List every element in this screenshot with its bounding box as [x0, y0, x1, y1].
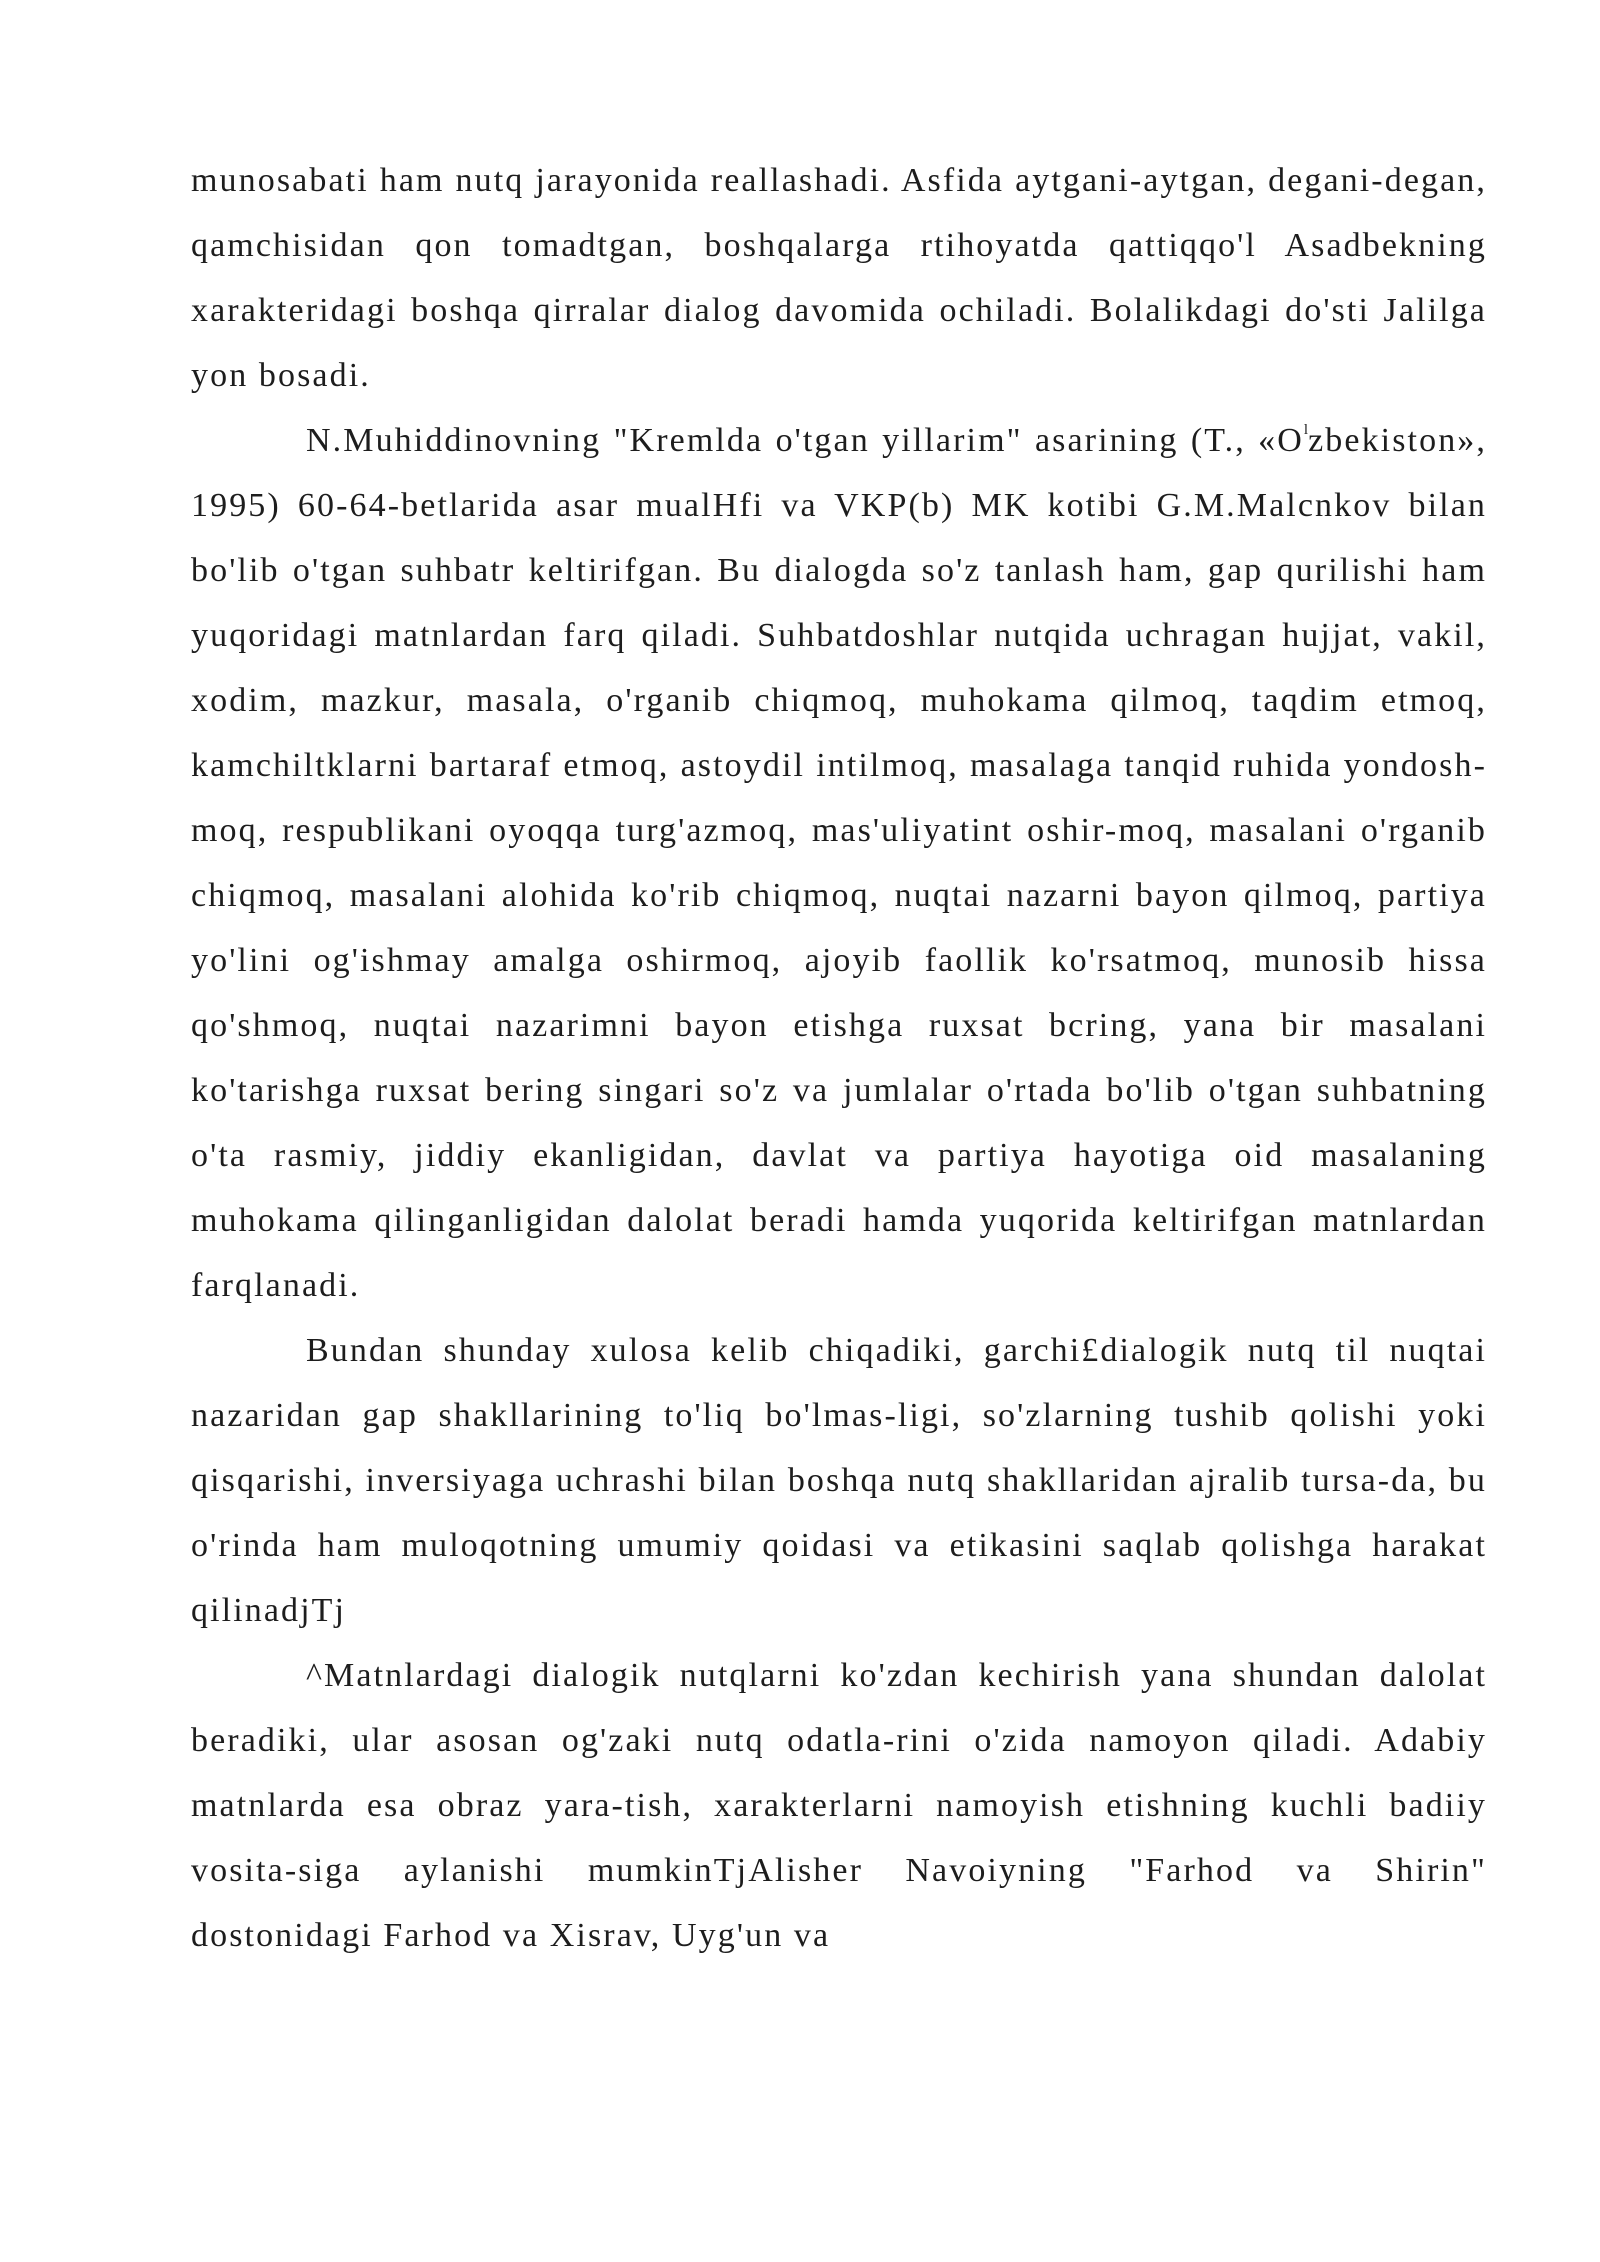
paragraph-2-text-rest: zbekiston», 1995) 60-64-betlarida asar mualHfi va VKP(b) MK kotibi G.M.Malcnkov bilan bo'lib o'tgan suhbatr keltirifgan. Bu dialogda so'z tanlash ham, gap qurilishi ham yuqoridagi matnlardan farq qiladi. Suhbatdoshlar nutqida uchragan hujjat, vakil, xodim, mazkur, masala, o'rganib chiqmoq, muhokama qilmoq, taqdim etmoq, kamchiltklarni bartaraf etmoq, astoydil intilmoq, masalaga tanqid ruhida yondosh-moq, respublikani oyoqqa turg'azmoq, mas'uliyatint oshir-moq, masalani o'rganib chiqmoq, masalani alohida ko'rib chiqmoq, nuqtai nazarni bayon qilmoq, partiya yo'lini og'ishmay amalga oshirmoq, ajoyib faollik ko'rsatmoq, munosib hissa qo'shmoq, nuqtai nazarimni bayon etishga ruxsat bcring, yana bir masalani ko'tarishga ruxsat bering singari so'z va jumlalar o'rtada bo'lib o'tgan suhbatning o'ta rasmiy, jiddiy ekanligidan, davlat va partiya hayotiga oid masalaning muhokama qilinganligidan dalolat beradi hamda yuqorida keltirifgan matnlardan farqlanadi.	[191, 422, 1487, 1304]
superscript-mark: l	[1303, 422, 1309, 438]
document-body	[191, 148, 1487, 1968]
paragraph-1: munosabati ham nutq jarayonida reallashadi. Asfida aytgani-aytgan, degani-degan, qamchisidan qon tomadtgan, boshqalarga rtihoyatda qattiqqo'l Asadbekning xarakteridagi boshqa qirralar dialog davomida ochiladi. Bolalikdagi do'sti Jalilga yon bosadi.	[191, 162, 1487, 394]
paragraph-4: ^Matnlardagi dialogik nutqlarni ko'zdan kechirish yana shundan dalolat beradiki, ular asosan og'zaki nutq odatla-rini o'zida namoyon qiladi. Adabiy matnlarda esa obraz yara-tish, xarakterlarni namoyish etishning kuchli badiiy vosita-siga aylanishi mumkinTjAlisher Navoiyning "Farhod va Shirin" dostonidagi Farhod va Xisrav, Uyg'un va	[191, 1657, 1487, 1954]
paragraph-2-text-start: N.Muhiddinovning "Kremlda o'tgan yillarim" asarining (T., «O	[306, 422, 1304, 459]
paragraph-2	[191, 408, 1487, 1318]
paragraph-3: Bundan shunday xulosa kelib chiqadiki, garchi£dialogik nutq til nuqtai nazaridan gap shakllarining to'liq bo'lmas-ligi, so'zlarning tushib qolishi yoki qisqarishi, inversiyaga uchrashi bilan boshqa nutq shakllaridan ajralib tursa-da, bu o'rinda ham muloqotning umumiy qoidasi va etikasini saqlab qolishga harakat qilinadjTj	[191, 1332, 1487, 1629]
